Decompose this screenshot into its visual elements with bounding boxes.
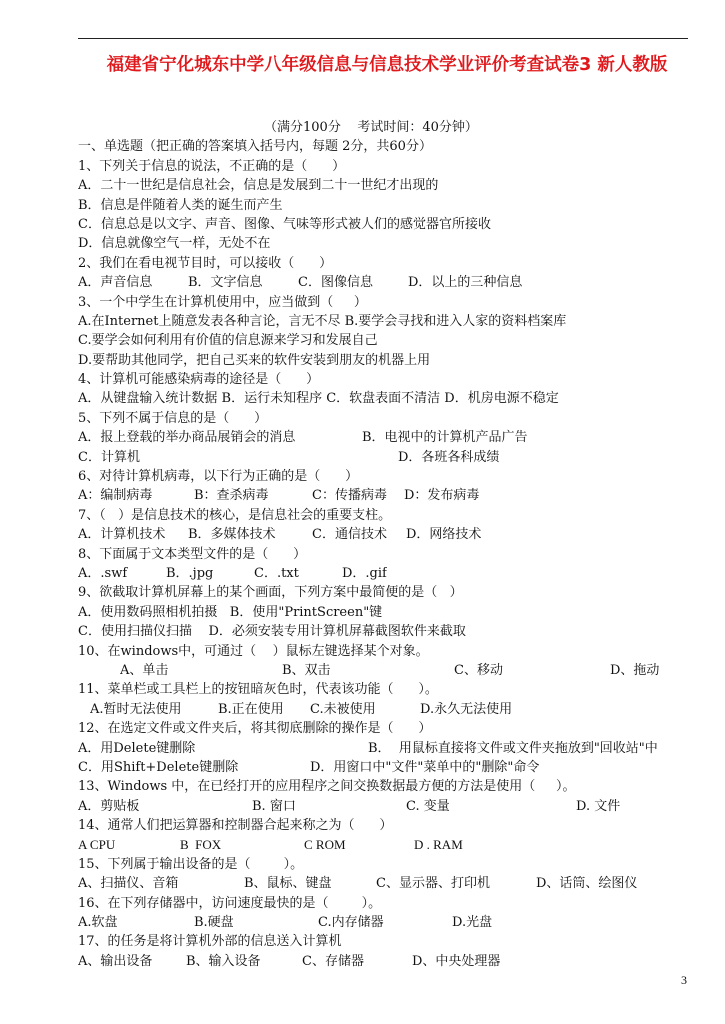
question-17-stem: 17、的任务是将计算机外部的信息送入计算机 <box>78 934 342 950</box>
question-16-option-b: B.硬盘 <box>194 915 234 931</box>
question-14-option-b: B FOX <box>180 837 222 853</box>
question-15-option-d: D、话筒、绘图仪 <box>536 876 638 892</box>
question-12-options-ab <box>78 739 698 758</box>
question-8-stem: 8、下面属于文本类型文件的是（ ） <box>78 546 307 562</box>
question-12-stem: 12、在选定文件或文件夹后，将其彻底删除的操作是（ ） <box>78 721 432 737</box>
question-5-option-c: C．计算机 <box>78 449 140 465</box>
question-5-option-b: B．电视中的计算机产品广告 <box>362 430 528 446</box>
question-7-option-d: D．网络技术 <box>406 527 482 543</box>
question-16-stem: 16、在下列存储器中，访问速度最快的是（ ）。 <box>78 895 382 911</box>
question-6-option-a: A：编制病毒 <box>78 488 153 504</box>
question-12-options-cd <box>78 758 698 777</box>
question-15-options <box>78 874 698 893</box>
question-3-stem: 3、一个中学生在计算机使用中，应当做到（ ） <box>78 294 367 310</box>
question-17-option-a: A、输出设备 <box>78 953 153 969</box>
question-13-options <box>78 797 698 816</box>
question-7-options <box>78 525 698 544</box>
question-7-option-c: C．通信技术 <box>312 527 387 543</box>
question-8-option-c: C．.txt <box>254 565 299 581</box>
question-8-option-d: D．.gif <box>342 565 387 581</box>
question-4-stem: 4、计算机可能感染病毒的途径是（ ） <box>78 372 320 388</box>
question-16-options <box>78 913 698 932</box>
question-5-option-a: A．报上登载的举办商品展销会的消息 <box>78 430 296 446</box>
question-8-option-a: A．.swf <box>78 565 128 581</box>
question-8-options <box>78 564 698 583</box>
question-17-options <box>78 952 698 971</box>
question-16-option-c: C.内存储器 <box>318 915 384 931</box>
question-14-stem: 14、通常人们把运算器和控制器合起来称之为（ ） <box>78 818 393 834</box>
question-5-option-d: D．各班各科成绩 <box>398 449 500 465</box>
question-14-option-c: C ROM <box>304 837 346 853</box>
question-3-options-ab: A.在Internet上随意发表各种言论，言无不尽 B.要学会寻找和进入人家的资料档案库 <box>78 313 567 329</box>
question-11-option-b: B.正在使用 <box>218 701 284 717</box>
exam-info: （满分100分 考试时间：40分钟） <box>264 120 478 135</box>
question-7-option-a: A．计算机技术 <box>78 527 166 543</box>
question-9-options-ab: A．使用数码照相机拍摄 B．使用"PrintScreen"键 <box>78 604 383 620</box>
question-14-options <box>78 835 698 854</box>
question-16-option-a: A.软盘 <box>78 915 118 931</box>
question-14-option-d: D . RAM <box>414 837 463 853</box>
question-12-option-d: D．用窗口中"文件"菜单中的"删除"命令 <box>310 759 540 775</box>
question-10-option-b: B、双击 <box>282 662 331 678</box>
question-11-option-d: D.永久无法使用 <box>420 701 513 717</box>
exam-body <box>78 118 698 971</box>
question-14-option-a: A CPU <box>78 837 116 853</box>
question-16-option-d: D.光盘 <box>452 915 493 931</box>
question-5-stem: 5、下列不属于信息的是（ ） <box>78 410 268 426</box>
question-13-option-b: B. 窗口 <box>252 798 296 814</box>
question-11-option-c: C.未被使用 <box>310 701 376 717</box>
question-5-options-cd <box>78 448 698 467</box>
question-1-option-d: D．信息就像空气一样，无处不在 <box>78 236 271 252</box>
question-12-option-c: C．用Shift+Delete键删除 <box>78 759 239 775</box>
question-13-stem: 13、Windows 中，在已经打开的应用程序之间交换数据最方便的方法是使用（ ）。 <box>78 779 576 795</box>
question-1-stem: 1、下列关于信息的说法，不正确的是（ ） <box>78 158 346 174</box>
question-6-option-b: B：查杀病毒 <box>194 488 269 504</box>
question-13-option-a: A．剪贴板 <box>78 798 140 814</box>
question-2-option-a: A．声音信息 <box>78 275 153 291</box>
question-15-option-a: A、扫描仪、音箱 <box>78 876 179 892</box>
question-10-options <box>78 661 698 680</box>
question-11-option-a: A.暂时无法使用 <box>90 701 182 717</box>
question-12-option-a: A．用Delete键删除 <box>78 740 196 756</box>
question-2-options <box>78 273 698 292</box>
question-7-option-b: B．多媒体技术 <box>188 527 276 543</box>
question-1-option-a: A．二十一世纪是信息社会，信息是发展到二十一世纪才出现的 <box>78 178 439 194</box>
page-number: 3 <box>681 973 687 987</box>
question-2-option-b: B．文字信息 <box>188 275 263 291</box>
question-13-option-c: C. 变量 <box>406 798 450 814</box>
question-17-option-b: B、输入设备 <box>186 953 261 969</box>
question-15-option-c: C、显示器、打印机 <box>376 876 490 892</box>
question-11-stem: 11、菜单栏或工具栏上的按钮暗灰色时，代表该功能（ ）。 <box>78 682 438 698</box>
question-6-option-c: C：传播病毒 <box>312 488 387 504</box>
question-17-option-c: C、存储器 <box>302 953 364 969</box>
question-3-option-d: D.要帮助其他同学，把自己买来的软件安装到朋友的机器上用 <box>78 352 431 368</box>
question-8-option-b: B．.jpg <box>166 565 214 581</box>
question-1-option-b: B．信息是伴随着人类的诞生而产生 <box>78 197 283 213</box>
question-10-option-d: D、拖动 <box>610 662 660 678</box>
question-10-option-c: C、移动 <box>454 662 503 678</box>
question-9-stem: 9、欲截取计算机屏幕上的某个画面，下列方案中最简便的是（ ） <box>78 585 463 601</box>
header-rule <box>78 38 688 39</box>
question-3-option-c: C.要学会如何利用有价值的信息源来学习和发展自己 <box>78 333 378 349</box>
question-13-option-d: D. 文件 <box>576 798 621 814</box>
question-10-stem: 10、在windows中，可通过（ ）鼠标左键选择某个对象。 <box>78 643 429 659</box>
question-2-stem: 2、我们在看电视节目时，可以接收（ ） <box>78 255 333 271</box>
question-11-options <box>78 700 698 719</box>
section-heading: 一、单选题（把正确的答案填入括号内，每题 2分，共60分） <box>78 139 432 155</box>
question-5-options-ab <box>78 428 698 447</box>
question-7-stem: 7、（ ）是信息技术的核心，是信息社会的重要支柱。 <box>78 507 392 523</box>
question-17-option-d: D、中央处理器 <box>412 953 501 969</box>
question-2-option-c: C．图像信息 <box>298 275 373 291</box>
question-2-option-d: D．以上的三种信息 <box>408 275 523 291</box>
question-4-options: A．从键盘输入统计数据 B．运行未知程序 C．软盘表面不清洁 D．机房电源不稳定 <box>78 391 559 407</box>
question-6-stem: 6、对待计算机病毒，以下行为正确的是（ ） <box>78 469 359 485</box>
question-6-options <box>78 486 698 505</box>
question-6-option-d: D：发布病毒 <box>404 488 480 504</box>
document-title: 福建省宁化城东中学八年级信息与信息技术学业评价考查试卷3 新人教版 <box>106 55 668 75</box>
question-10-option-a: A、单击 <box>120 662 169 678</box>
question-1-option-c: C．信息总是以文字、声音、图像、气味等形式被人们的感觉器官所接收 <box>78 216 491 232</box>
question-15-option-b: B、鼠标、键盘 <box>244 876 332 892</box>
question-9-options-cd: C．使用扫描仪扫描 D．必须安装专用计算机屏幕截图软件来截取 <box>78 624 466 640</box>
question-12-option-b: B． 用鼠标直接将文件或文件夹拖放到"回收站"中 <box>368 740 658 756</box>
question-15-stem: 15、下列属于输出设备的是（ ）。 <box>78 856 304 872</box>
